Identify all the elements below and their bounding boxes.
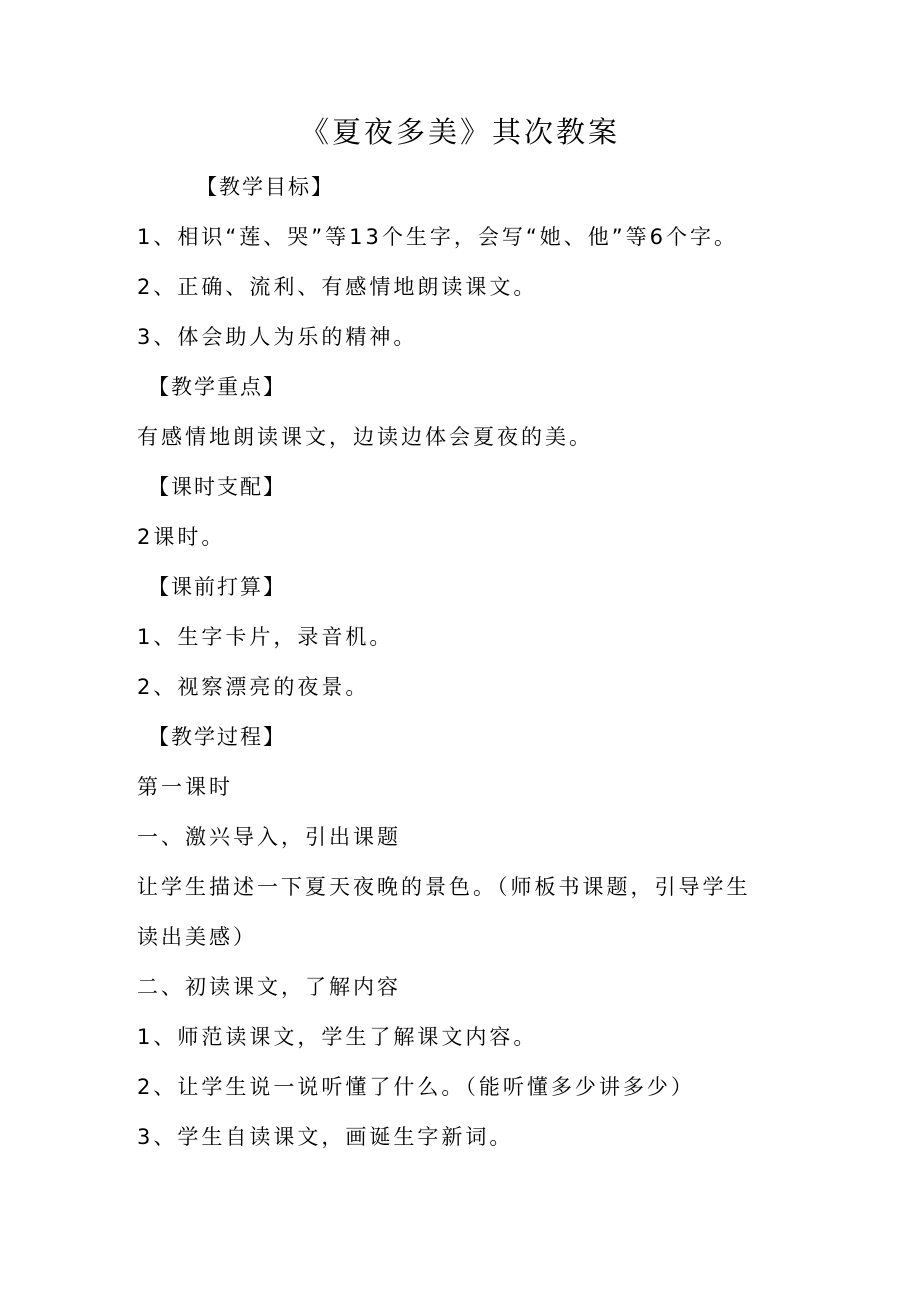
section-2-item-3: 3、学生自读课文，画诞生字新词。 [137, 1125, 514, 1149]
key-points-text: 有感情地朗读课文，边读边体会夏夜的美。 [137, 425, 593, 449]
heading-key-points: 【教学重点】 [148, 375, 286, 399]
section-2-title: 二、初读课文，了解内容 [137, 975, 401, 999]
schedule-text: 2课时。 [137, 525, 226, 549]
section-2-item-1: 1、师范读课文，学生了解课文内容。 [137, 1025, 538, 1049]
section-2-item-2: 2、让学生说一说听懂了什么。（能听懂多少讲多少） [137, 1075, 695, 1099]
objective-item-1: 1、相识“莲、哭”等13个生字，会写“她、他”等6个字。 [137, 225, 738, 249]
preparation-item-1: 1、生字卡片，录音机。 [137, 625, 394, 649]
heading-schedule: 【课时支配】 [148, 475, 286, 499]
objective-item-3: 3、体会助人为乐的精神。 [137, 325, 418, 349]
section-1-text-line-1: 让学生描述一下夏天夜晚的景色。（师板书课题，引导学生 [137, 875, 751, 899]
page-title: 《夏夜多美》其次教案 [299, 115, 620, 149]
section-1-text-line-2: 读出美感） [137, 925, 257, 949]
section-1-title: 一、激兴导入，引出课题 [137, 825, 401, 849]
lesson-title: 第一课时 [137, 775, 233, 799]
objective-item-2: 2、正确、流利、有感情地朗读课文。 [137, 275, 538, 299]
preparation-item-2: 2、视察漂亮的夜景。 [137, 675, 370, 699]
heading-process: 【教学过程】 [148, 725, 286, 749]
heading-objectives: 【教学目标】 [196, 175, 334, 199]
heading-preparation: 【课前打算】 [148, 575, 286, 599]
